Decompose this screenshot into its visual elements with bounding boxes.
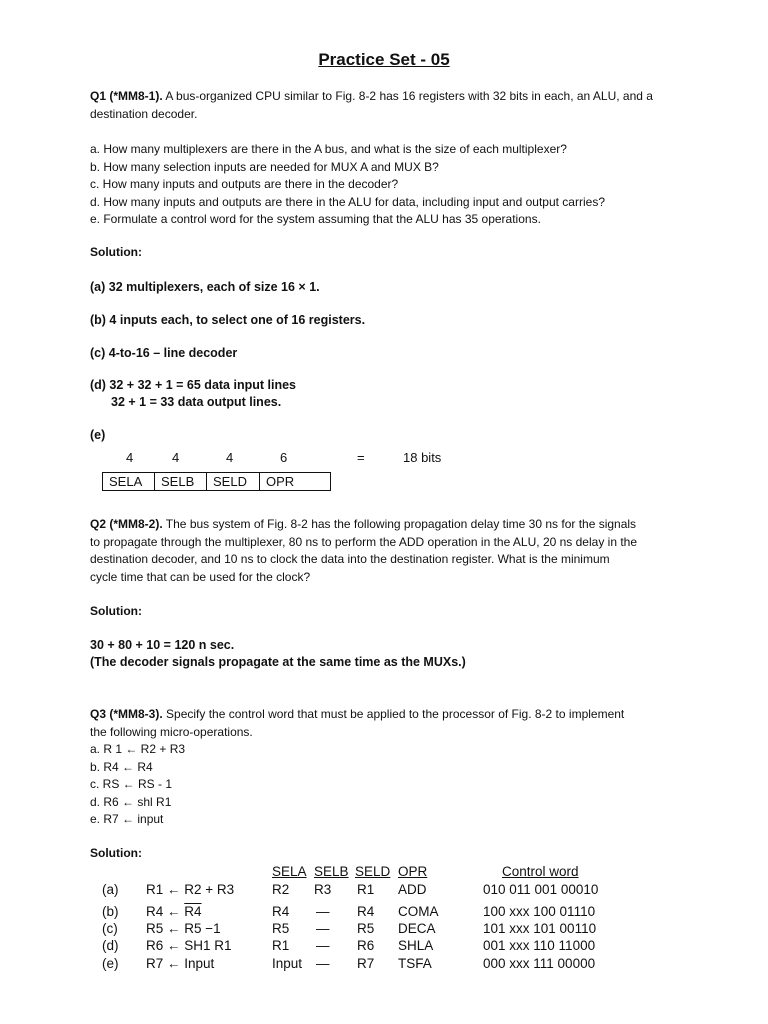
control-word-bits-sela: 4 [126,450,134,465]
q3-part-e: e. R7 ← input [90,812,164,826]
q3-part-b: b. R4 ← R4 [90,759,153,774]
q1-answer-b: (b) 4 inputs each, to select one of 16 registers. [90,313,366,327]
row-c-control-word: 101 xxx 101 00110 [483,921,597,936]
row-e-id: (e) [102,956,119,971]
row-c-sela: R5 [272,921,290,936]
row-a-opr: ADD [398,882,427,897]
q1-part-d: d. How many inputs and outputs are there in the ALU for data, including input and output carries? [90,194,605,209]
row-b-sela: R4 [272,904,290,919]
control-word-bits-opr: 6 [280,450,288,465]
q3-question [90,706,690,829]
row-b-selb: — [316,904,330,919]
q2-text-line2: to propagate through the multiplexer, 80 ns to perform the ADD operation in the ALU, 20 ns delay in the [90,534,638,549]
q3-label: Q3 (*MM8-3). [90,707,163,721]
q1-part-c: c. How many inputs and outputs are there in the decoder? [90,177,399,191]
row-e-control-word: 000 xxx 111 00000 [483,956,596,971]
row-b-opr: COMA [398,904,439,919]
q1-answer-c: (c) 4-to-16 – line decoder [90,346,238,360]
q1-part-a: a. How many multiplexers are there in the A bus, and what is the size of each multiplexer? [90,142,567,156]
field-selb: SELB [155,473,207,490]
q1-answer-d-line2: 32 + 1 = 33 data output lines. [111,395,282,409]
q2-text-line4: cycle time that can be used for the clock? [90,569,311,584]
q2-label: Q2 (*MM8-2). [90,517,163,531]
q1-solution-label: Solution: [90,245,142,259]
header-selb: SELB [314,864,349,879]
q1-text-line2: destination decoder. [90,106,198,121]
row-e-sela: Input [272,956,303,971]
row-c-opr: DECA [398,921,436,936]
row-e-opr: TSFA [398,956,432,971]
q3-part-c: c. RS ← RS - 1 [90,777,173,791]
row-d-microop: R6 ← SH1 R1 [146,938,232,953]
row-d-seld: R6 [357,938,375,953]
q1-question [90,88,682,123]
q2-answer-line2: (The decoder signals propagate at the same time as the MUXs.) [90,655,466,669]
control-word-bits-selb: 4 [172,450,180,465]
q2-answer-line1: 30 + 80 + 10 = 120 n sec. [90,638,235,652]
row-a-control-word: 010 011 001 00010 [483,882,599,897]
field-sela: SELA [103,473,155,490]
row-d-control-word: 001 xxx 110 11000 [483,938,596,953]
page-title: Practice Set - 05 [318,50,450,69]
q1-part-b: b. How many selection inputs are needed for MUX A and MUX B? [90,159,439,174]
row-b-id: (b) [102,904,119,919]
field-opr: OPR [266,474,295,489]
row-b-control-word: 100 xxx 100 01110 [483,904,596,919]
q2-question [90,516,678,586]
q3-text-line1: Specify the control word that must be applied to the processor of Fig. 8-2 to implement [162,707,625,721]
q1-parts [90,141,690,229]
row-b-microop [146,904,202,919]
q1-text-line1: A bus-organized CPU similar to Fig. 8-2 has 16 registers with 32 bits in each, an ALU, and a [162,89,653,103]
row-e-seld: R7 [357,956,375,971]
q3-text-line2: the following micro-operations. [90,724,253,739]
row-b-seld: R4 [357,904,375,919]
field-seld: SELD [207,473,260,490]
control-word-format [102,472,331,491]
row-c-microop: R5 ← R5 −1 [146,921,221,936]
header-control-word: Control word [502,864,579,879]
row-b-microop-complement: R4 [184,904,202,919]
row-e-selb: — [316,956,330,971]
control-word-equals: = [357,450,365,465]
row-d-sela: R1 [272,938,290,953]
q3-part-a: a. R 1 ← R2 + R3 [90,742,186,756]
q1-answer-d-line1: (d) 32 + 32 + 1 = 65 data input lines [90,378,296,392]
q1-answer-a: (a) 32 multiplexers, each of size 16 × 1. [90,280,320,294]
header-opr: OPR [398,864,428,879]
header-seld: SELD [355,864,391,879]
q2-text-line3: destination decoder, and 10 ns to clock the data into the destination register. What is the minimum [90,552,610,566]
row-d-id: (d) [102,938,119,953]
row-c-selb: — [316,921,330,936]
q2-solution-label: Solution: [90,604,142,618]
row-e-microop: R7 ← Input [146,956,215,971]
control-word-total: 18 bits [403,450,442,465]
row-a-sela: R2 [272,882,290,897]
control-word-bits-seld: 4 [226,450,234,465]
row-a-microop: R1 ← R2 + R3 [146,882,235,897]
row-d-opr: SHLA [398,938,434,953]
row-d-selb: — [316,938,330,953]
header-sela: SELA [272,864,307,879]
row-a-seld: R1 [357,882,375,897]
q2-text-line1: The bus system of Fig. 8-2 has the following propagation delay time 30 ns for the signals [162,517,637,531]
q3-solution-label: Solution: [90,846,142,860]
row-a-id: (a) [102,882,119,897]
q1-label: Q1 (*MM8-1). [90,89,163,103]
row-a-selb: R3 [314,882,332,897]
q3-part-d: d. R6 ← shl R1 [90,794,172,809]
q1-part-e: e. Formulate a control word for the system assuming that the ALU has 35 operations. [90,212,541,226]
row-c-id: (c) [102,921,118,936]
row-c-seld: R5 [357,921,375,936]
q1-answer-e: (e) [90,428,106,442]
row-b-microop-lhs: R4 ← [146,904,185,919]
